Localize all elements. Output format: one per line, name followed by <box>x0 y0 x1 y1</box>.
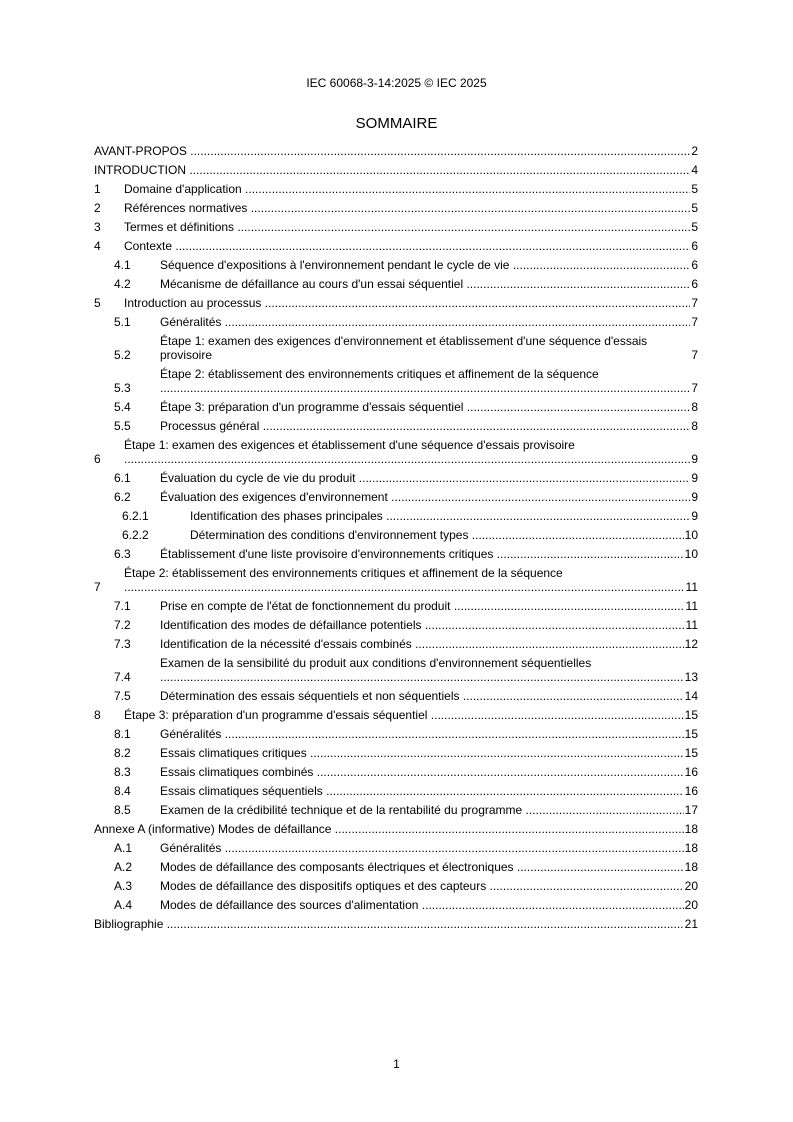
toc-entry[interactable] <box>94 277 698 291</box>
document-header: IEC 60068-3-14:2025 © IEC 2025 <box>306 76 487 90</box>
toc-entry-number: A.1 <box>114 841 133 855</box>
toc-entry-page: 18 <box>684 841 698 855</box>
toc-entry-page: 21 <box>684 917 698 931</box>
toc-entry-page: 10 <box>684 547 698 561</box>
toc-entry-number: 6.2.2 <box>122 528 149 542</box>
toc-entry-number: 8.1 <box>114 727 131 741</box>
toc-entry-page: 17 <box>684 803 698 817</box>
toc-entry[interactable] <box>94 637 698 651</box>
toc-entry[interactable] <box>94 547 698 561</box>
page-number: 1 <box>393 1057 400 1071</box>
toc-entry-number: A.2 <box>114 860 133 874</box>
toc-entry-number: 4.2 <box>114 277 131 291</box>
toc-entry-number: 1 <box>94 182 101 196</box>
toc-entry[interactable] <box>94 258 698 272</box>
toc-entry[interactable] <box>94 765 698 779</box>
toc-entry-number: 8 <box>94 708 101 722</box>
toc-entry[interactable] <box>94 182 698 196</box>
toc-entry[interactable] <box>94 599 698 613</box>
toc-entry[interactable] <box>94 334 698 362</box>
toc-entry-number: 7.5 <box>114 689 131 703</box>
toc-entry[interactable] <box>94 163 698 177</box>
toc-entry-page: 5 <box>691 220 698 234</box>
toc-entry-title: Annexe A (informative) Modes de défaillance ..... <box>94 822 684 836</box>
toc-entry-page: 16 <box>684 784 698 798</box>
toc-entry-page: 20 <box>684 879 698 893</box>
toc-entry-page: 10 <box>684 528 698 542</box>
toc-entry-number: 5.1 <box>114 315 131 329</box>
toc-entry[interactable] <box>94 822 698 836</box>
toc-entry[interactable] <box>94 708 698 722</box>
toc-entry-page: 18 <box>684 860 698 874</box>
toc-entry-title: Généralités ..... <box>160 841 684 855</box>
toc-entry-title: Évaluation du cycle de vie du produit ..... <box>160 471 690 485</box>
toc-entry-title: Contexte ..... <box>124 239 690 253</box>
toc-entry-page: 6 <box>691 277 698 291</box>
toc-entry-number: 6.2.1 <box>122 509 149 523</box>
toc-entry-page: 11 <box>685 618 698 632</box>
toc-entry[interactable] <box>94 367 698 395</box>
toc-entry-number: 8.3 <box>114 765 131 779</box>
toc-entry-number: 8.5 <box>114 803 131 817</box>
toc-entry-number: A.3 <box>114 879 133 893</box>
toc-entry[interactable] <box>94 656 698 684</box>
toc-entry-title: INTRODUCTION ..... <box>94 163 690 177</box>
toc-entry-title: Détermination des conditions d'environnement types ..... <box>190 528 684 542</box>
toc-entry-title: Termes et définitions ..... <box>124 220 690 234</box>
toc-entry-page: 20 <box>684 898 698 912</box>
toc-entry[interactable] <box>94 471 698 485</box>
toc-entry[interactable] <box>94 400 698 414</box>
toc-entry[interactable] <box>94 201 698 215</box>
toc-entry-page: 4 <box>691 163 698 177</box>
toc-entry-page: 7 <box>691 296 698 310</box>
toc-entry-number: 8.4 <box>114 784 131 798</box>
toc-entry[interactable] <box>94 315 698 329</box>
toc-entry-number: 4 <box>94 239 101 253</box>
toc-entry-page: 15 <box>684 708 698 722</box>
toc-entry-page: 8 <box>691 400 698 414</box>
toc-entry-title: Essais climatiques critiques ..... <box>160 746 684 760</box>
toc-entry-title: Identification des phases principales ..... <box>190 509 690 523</box>
toc-entry-page: 9 <box>691 490 698 504</box>
toc-entry[interactable] <box>94 509 698 523</box>
toc-entry-number: 7.1 <box>114 599 131 613</box>
toc-entry-number: 3 <box>94 220 101 234</box>
toc-entry-page: 15 <box>684 746 698 760</box>
toc-entry-page: 9 <box>691 509 698 523</box>
toc-entry-page: 18 <box>684 822 698 836</box>
toc-entry-page: 7 <box>691 315 698 329</box>
toc-entry-page: 16 <box>684 765 698 779</box>
toc-entry-page: 13 <box>684 670 698 684</box>
toc-entry-number: 5.4 <box>114 400 131 414</box>
toc-entry-title: Établissement d'une liste provisoire d'environnements critiques ..... <box>160 547 684 561</box>
toc-entry-number: 6.3 <box>114 547 131 561</box>
toc-entry-title: Généralités ..... <box>160 727 684 741</box>
toc-entry-title: Bibliographie ..... <box>94 917 684 931</box>
toc-entry-title: Références normatives ..... <box>124 201 690 215</box>
toc-entry-title: Modes de défaillance des composants électriques et électroniques ..... <box>160 860 684 874</box>
toc-entry-page: 8 <box>691 419 698 433</box>
toc-entry-page: 5 <box>691 201 698 215</box>
toc-entry-title: Détermination des essais séquentiels et non séquentiels ..... <box>160 689 684 703</box>
toc-entry-number: 2 <box>94 201 101 215</box>
toc-entry[interactable] <box>94 419 698 433</box>
toc-entry-page: 6 <box>691 258 698 272</box>
toc-entry-title: AVANT-PROPOS ..... <box>94 144 690 158</box>
toc-entry[interactable] <box>94 841 698 855</box>
toc-entry-title: Prise en compte de l'état de fonctionnement du produit ..... <box>160 599 685 613</box>
toc-entry-number: 7 <box>94 580 101 594</box>
page-title: SOMMAIRE <box>355 115 438 132</box>
toc-entry-title: Séquence d'expositions à l'environnement pendant le cycle de vie ..... <box>160 258 690 272</box>
toc-entry-number: 6.1 <box>114 471 131 485</box>
toc-entry-page: 11 <box>685 580 698 594</box>
toc-entry-number: 5.3 <box>114 381 131 395</box>
toc-entry-title: Étape 3: préparation d'un programme d'essais séquentiel ..... <box>160 400 690 414</box>
toc-entry-page: 14 <box>684 689 698 703</box>
toc-entry[interactable] <box>94 144 698 158</box>
toc-entry-title: Modes de défaillance des dispositifs optiques et des capteurs ..... <box>160 879 684 893</box>
toc-entry-title: Domaine d'application ..... <box>124 182 690 196</box>
toc-entry[interactable] <box>94 689 698 703</box>
toc-entry[interactable] <box>94 528 698 542</box>
toc-entry-title: Essais climatiques combinés ..... <box>160 765 684 779</box>
toc-entry-number: 6.2 <box>114 490 131 504</box>
toc-entry-page: 7 <box>691 348 698 362</box>
toc-entry-title: Introduction au processus ..... <box>124 296 690 310</box>
toc-entry-title: Étape 3: préparation d'un programme d'essais séquentiel ..... <box>124 708 684 722</box>
toc-entry[interactable] <box>94 879 698 893</box>
toc-entry-page: 9 <box>691 471 698 485</box>
toc-entry-title: Examen de la crédibilité technique et de la rentabilité du programme ..... <box>160 803 684 817</box>
toc-entry-number: 4.1 <box>114 258 131 272</box>
toc-entry-title: Étape 1: examen des exigences d'environnement et établissement d'une séquence d'essais provisoire ..... <box>160 334 690 362</box>
toc-entry-title: Mécanisme de défaillance au cours d'un essai séquentiel ..... <box>160 277 690 291</box>
toc-entry-page: 11 <box>685 599 698 613</box>
toc-entry[interactable] <box>94 917 698 931</box>
toc-entry-title: Modes de défaillance des sources d'alimentation ..... <box>160 898 684 912</box>
toc-entry-title: Identification de la nécessité d'essais combinés ..... <box>160 637 684 651</box>
toc-entry-page: 6 <box>691 239 698 253</box>
toc-entry-page: 12 <box>684 637 698 651</box>
toc-entry[interactable] <box>94 566 698 594</box>
toc-entry[interactable] <box>94 490 698 504</box>
toc-entry[interactable] <box>94 746 698 760</box>
toc-entry[interactable] <box>94 618 698 632</box>
toc-entry-number: 7.3 <box>114 637 131 651</box>
toc-entry-number: 7.2 <box>114 618 131 632</box>
toc-entry-number: 5 <box>94 296 101 310</box>
toc-entry-page: 7 <box>691 381 698 395</box>
toc-entry-page: 9 <box>691 452 698 466</box>
toc-entry[interactable] <box>94 296 698 310</box>
toc-entry-title: Étape 2: établissement des environnements critiques et affinement de la séquence ..... <box>124 566 685 594</box>
toc-entry-title: Processus général ..... <box>160 419 690 433</box>
toc-entry-page: 2 <box>691 144 698 158</box>
toc-entry-number: 5.5 <box>114 419 131 433</box>
toc-entry[interactable] <box>94 784 698 798</box>
toc-entry-title: Étape 1: examen des exigences et établissement d'une séquence d'essais provisoire ..... <box>124 438 690 466</box>
toc-entry[interactable] <box>94 727 698 741</box>
toc-entry-title: Généralités ..... <box>160 315 690 329</box>
toc-entry[interactable] <box>94 438 698 466</box>
toc-entry-title: Évaluation des exigences d'environnement ..... <box>160 490 690 504</box>
toc-entry-title: Étape 2: établissement des environnements critiques et affinement de la séquence ..... <box>160 367 690 395</box>
toc-entry-title: Examen de la sensibilité du produit aux conditions d'environnement séquentielles ..... <box>160 656 684 684</box>
toc-entry-page: 15 <box>684 727 698 741</box>
toc-entry[interactable] <box>94 220 698 234</box>
toc-entry-number: 6 <box>94 452 101 466</box>
toc-entry[interactable] <box>94 239 698 253</box>
toc-entry-number: 7.4 <box>114 670 131 684</box>
toc-entry-page: 5 <box>691 182 698 196</box>
toc-entry-title: Identification des modes de défaillance potentiels ..... <box>160 618 685 632</box>
toc-entry[interactable] <box>94 860 698 874</box>
toc-entry-number: 5.2 <box>114 348 131 362</box>
toc-entry[interactable] <box>94 898 698 912</box>
table-of-contents <box>94 144 698 936</box>
toc-entry-title: Essais climatiques séquentiels ..... <box>160 784 684 798</box>
toc-entry[interactable] <box>94 803 698 817</box>
toc-entry-number: A.4 <box>114 898 133 912</box>
toc-entry-number: 8.2 <box>114 746 131 760</box>
